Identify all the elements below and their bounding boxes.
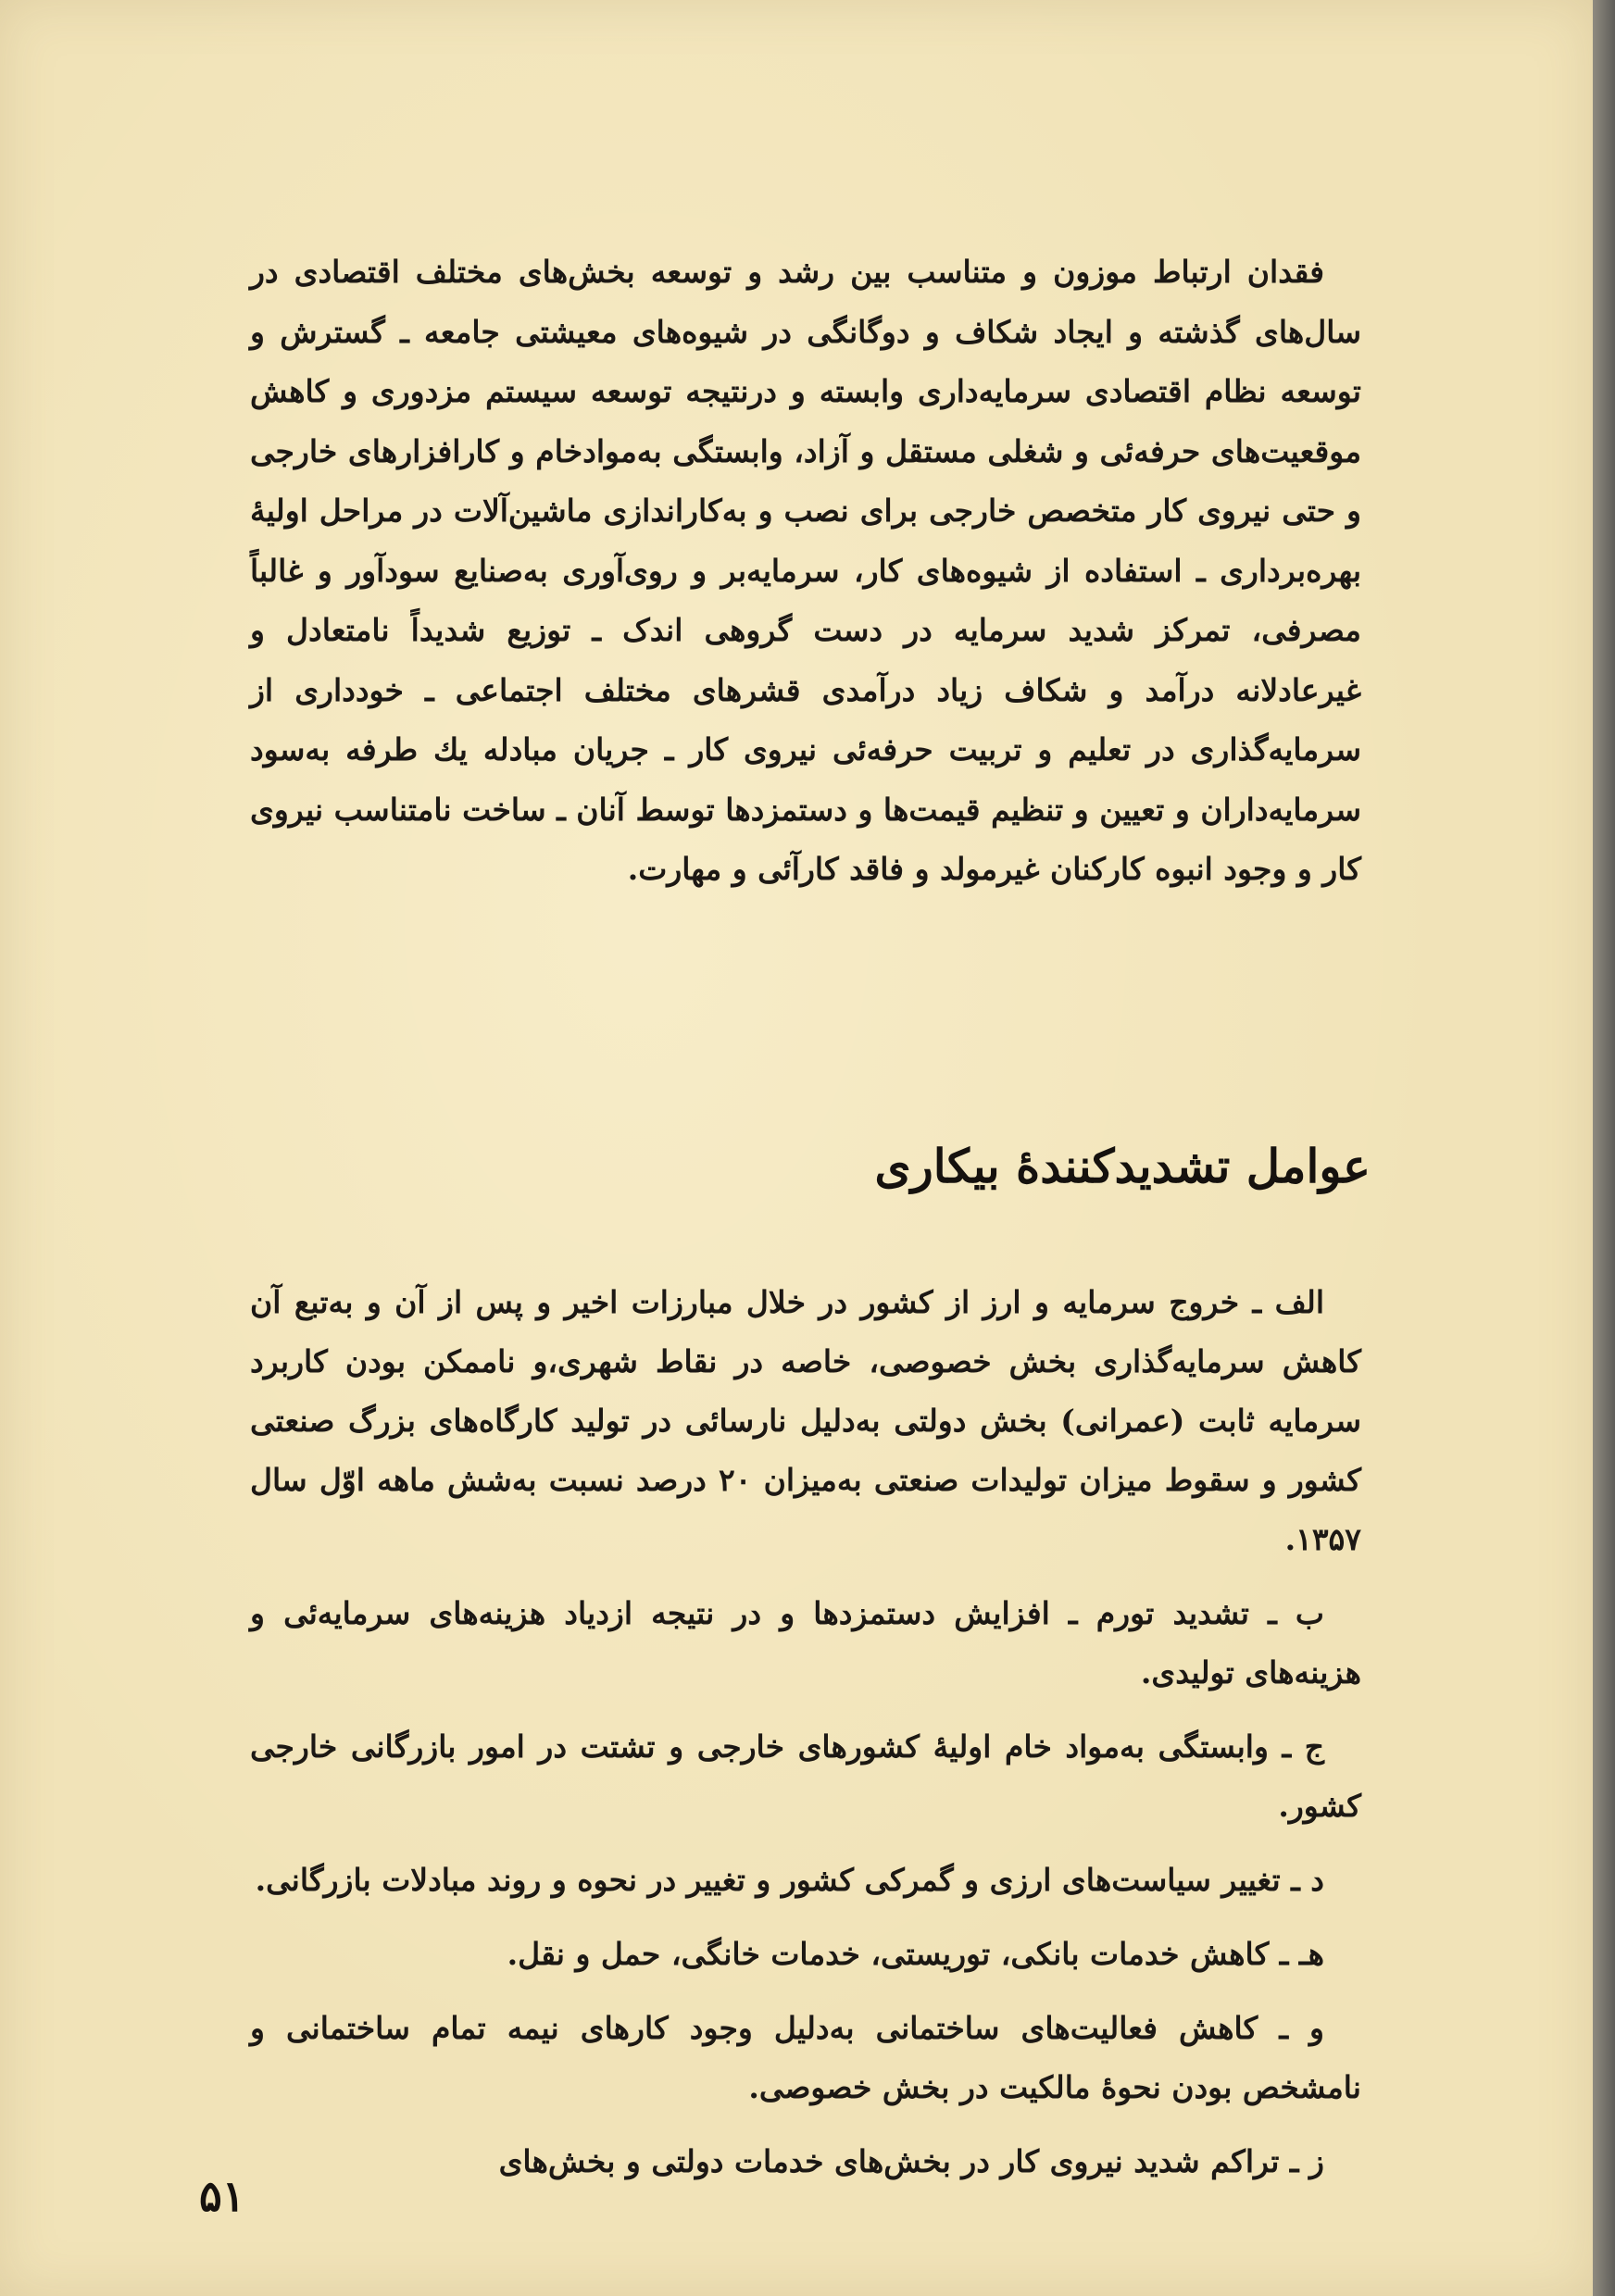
intro-paragraph: فقدان ارتباط موزون و متناسب بین رشد و توسعه بخش‌های مختلف اقتصادی در سال‌های گذشته و ایجاد شکاف و دوگانگی در شیوه‌های معیشتی جامعه ـ گسترش و توسعه نظام اقتصادی سرمایه‌داری وابسته و درنتیجه توسعه سیستم مزدوری و کاهش موقعیت‌های حرفه‌ئی و شغلی مستقل و آزاد، وابستگی به‌موادخام و کارافزارهای خارجی و حتی نیروی کار متخصص خارجی برای نصب و به‌کاراندازی ماشین‌آلات در مراحل اولیهٔ بهره‌برداری ـ استفاده از شیوه‌های کار، سرمایه‌بر و روی‌آوری به‌صنایع سودآور و غالباً مصرفی، تمرکز شدید سرمایه در دست گروهی اندک ـ توزیع شدیداً نامتعادل و غیرعادلانه درآمد و شکاف زیاد درآمدی قشرهای مختلف اجتماعی ـ خودداری از سرمایه‌گذاری در تعلیم و تربیت حرفه‌ئی نیروی کار ـ جریان مبادله یك طرفه به‌سود سرمایه‌داران و تعیین و تنظیم قیمت‌ها و دستمزدها توسط آنان ـ ساخت نامتناسب نیروی کار و وجود انبوه کارکنان غیرمولد و فاقد کارآئی و مهارت. — [250, 254, 1361, 887]
factor-item-ze: ز ـ تراکم شدید نیروی کار در بخش‌های خدمات دولتی و بخش‌های — [498, 2143, 1324, 2179]
factor-item-dal: د ـ تغییر سیاست‌های ارزی و گمرکی کشور و تغییر در نحوه و روند مبادلات بازرگانی. — [255, 1862, 1324, 1898]
factor-item-be: ب ـ تشدید تورم ـ افزایش دستمزدها و در نتیجه ازدیاد هزینه‌های سرمایه‌ئی و هزینه‌های تولیدی. — [250, 1595, 1361, 1691]
section-heading: عوامل تشدیدکنندهٔ بیکاری — [874, 1139, 1371, 1193]
factor-item-alef: الف ـ خروج سرمایه و ارز از کشور در خلال مبارزات اخیر و پس از آن و به‌تبع آن کاهش سرمایه‌گذاری بخش خصوصی، خاصه در نقاط شهری،و ناممکن بودن کاربرد سرمایه ثابت (عمرانی) بخش دولتی به‌دلیل نارسائی در تولید کارگاه‌های بزرگ صنعتی کشور و سقوط میزان تولیدات صنعتی به‌میزان ۲۰ درصد نسبت به‌شش ماهه اوّل سال ۱۳۵۷. — [250, 1284, 1361, 1557]
intro-paragraph-block — [250, 243, 1361, 900]
scan-edge — [1593, 0, 1615, 2296]
factor-item-vav: و ـ کاهش فعالیت‌های ساختمانی به‌دلیل وجود کارهای نیمه تمام ساختمانی و نامشخص بودن نحوهٔ مالکیت در بخش خصوصی. — [250, 2010, 1361, 2105]
factor-item-he: هـ ـ کاهش خدمات بانکی، توریستی، خدمات خانگی، حمل و نقل. — [507, 1936, 1324, 1972]
page-number: ۵۱ — [199, 2171, 245, 2221]
factors-list — [250, 1273, 1361, 2206]
factor-item-jim: ج ـ وابستگی به‌مواد خام اولیهٔ کشورهای خارجی و تشتت در امور بازرگانی خارجی کشور. — [250, 1728, 1361, 1824]
